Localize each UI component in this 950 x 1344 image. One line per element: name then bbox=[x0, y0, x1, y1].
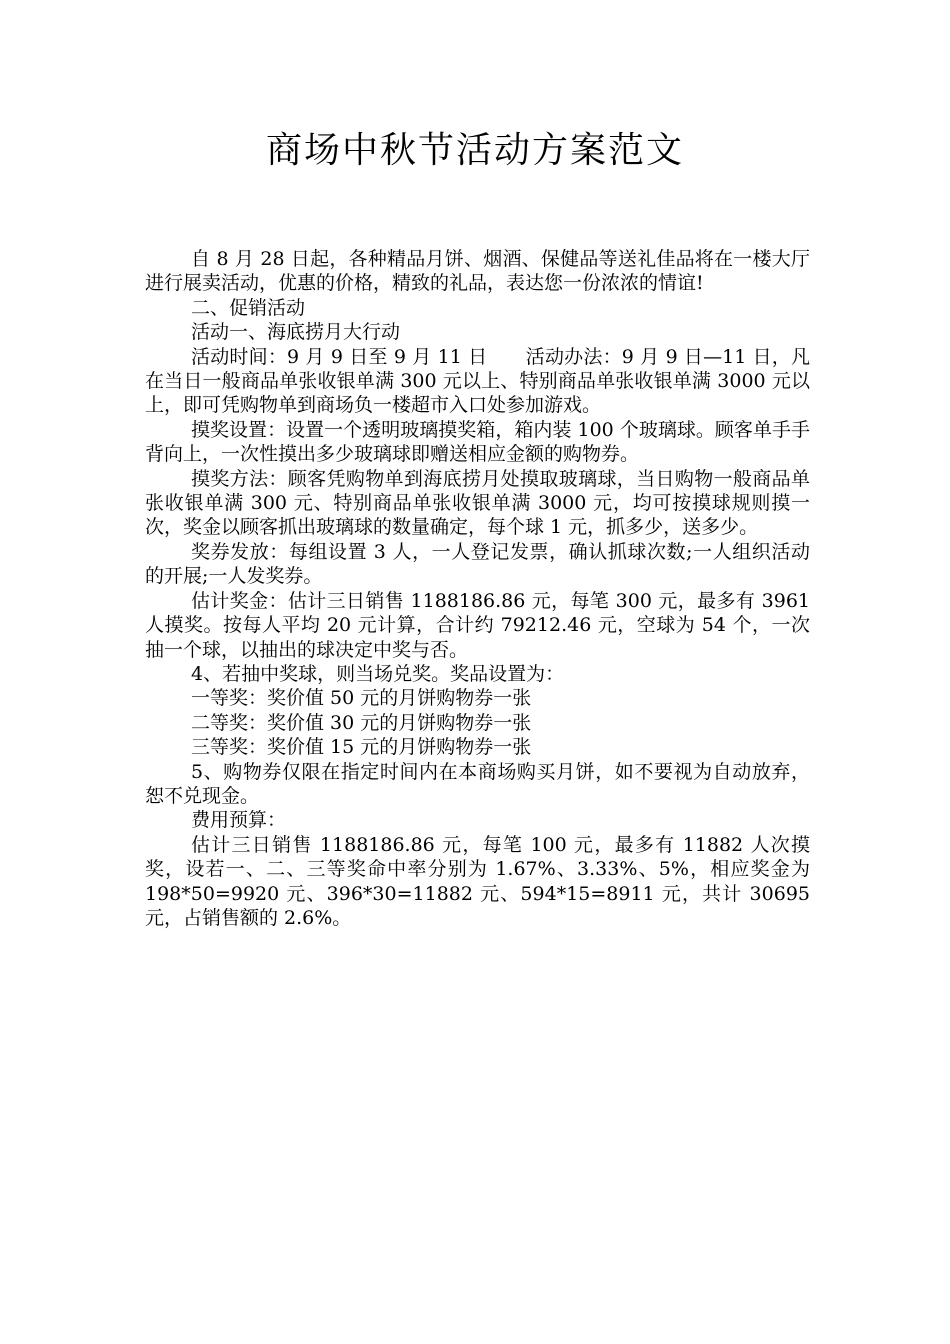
paragraph-prize-method: 摸奖方法：顾客凭购物单到海底捞月处摸取玻璃球，当日购物一般商品单张收银单满 300 元、特别商品单张收银单满 3000 元，均可按摸球规则摸一次，奖金以顾客抓出玻璃球的数量确定，每个球 1 元，抓多少，送多少。 bbox=[145, 467, 810, 539]
paragraph-intro: 自 8 月 28 日起，各种精品月饼、烟酒、保健品等送礼佳品将在一楼大厅进行展卖活动，优惠的价格，精致的礼品，表达您一份浓浓的情谊! bbox=[145, 248, 810, 295]
paragraph-voucher-distribution: 奖券发放：每组设置 3 人，一人登记发票，确认抓球次数;一人组织活动的开展;一人发奖券。 bbox=[145, 540, 810, 588]
prize-third: 三等奖：奖价值 15 元的月饼购物券一张 bbox=[191, 736, 532, 759]
activity-heading: 活动一、海底捞月大行动 bbox=[191, 321, 401, 344]
prize-first: 一等奖：奖价值 50 元的月饼购物券一张 bbox=[191, 687, 532, 710]
paragraph-voucher-terms: 5、购物券仅限在指定时间内在本商场购买月饼，如不要视为自动放弃，恕不兑现金。 bbox=[145, 760, 810, 807]
prize-second: 二等奖：奖价值 30 元的月饼购物券一张 bbox=[191, 711, 532, 734]
paragraph-activity-time: 活动时间：9 月 9 日至 9 月 11 日 活动办法：9 月 9 日—11 日，凡在当日一般商品单张收银单满 300 元以上、特别商品单张收银单满 3000 元以上，即可凭购物单到商场负一楼超市入口处参加游戏。 bbox=[145, 345, 810, 417]
paragraph-budget: 估计三日销售 1188186.86 元，每笔 100 元，最多有 11882 人次摸奖，设若一、二、三等奖命中率分别为 1.67%、3.33%、5%，相应奖金为 198*50=9920 元、396*30=11882 元、594*15=8911 元，共计 30695 元，占销售额的 2.6%。 bbox=[145, 833, 810, 929]
paragraph-prize-setup: 摸奖设置：设置一个透明玻璃摸奖箱，箱内装 100 个玻璃球。顾客单手手背向上，一次性摸出多少玻璃球即赠送相应金额的购物券。 bbox=[145, 418, 810, 466]
document-body bbox=[145, 247, 810, 930]
budget-heading: 费用预算： bbox=[191, 809, 287, 832]
page-title: 商场中秋节活动方案范文 bbox=[265, 130, 684, 171]
paragraph-prize-rule: 4、若抽中奖球，则当场兑奖。奖品设置为： bbox=[191, 662, 565, 685]
section-heading-promotion: 二、促销活动 bbox=[191, 296, 306, 319]
paragraph-estimated-prize: 估计奖金：估计三日销售 1188186.86 元，每笔 300 元，最多有 3961 人摸奖。按每人平均 20 元计算，合计约 79212.46 元，空球为 54 个，一次抽一个球，以抽出的球决定中奖与否。 bbox=[145, 589, 810, 661]
